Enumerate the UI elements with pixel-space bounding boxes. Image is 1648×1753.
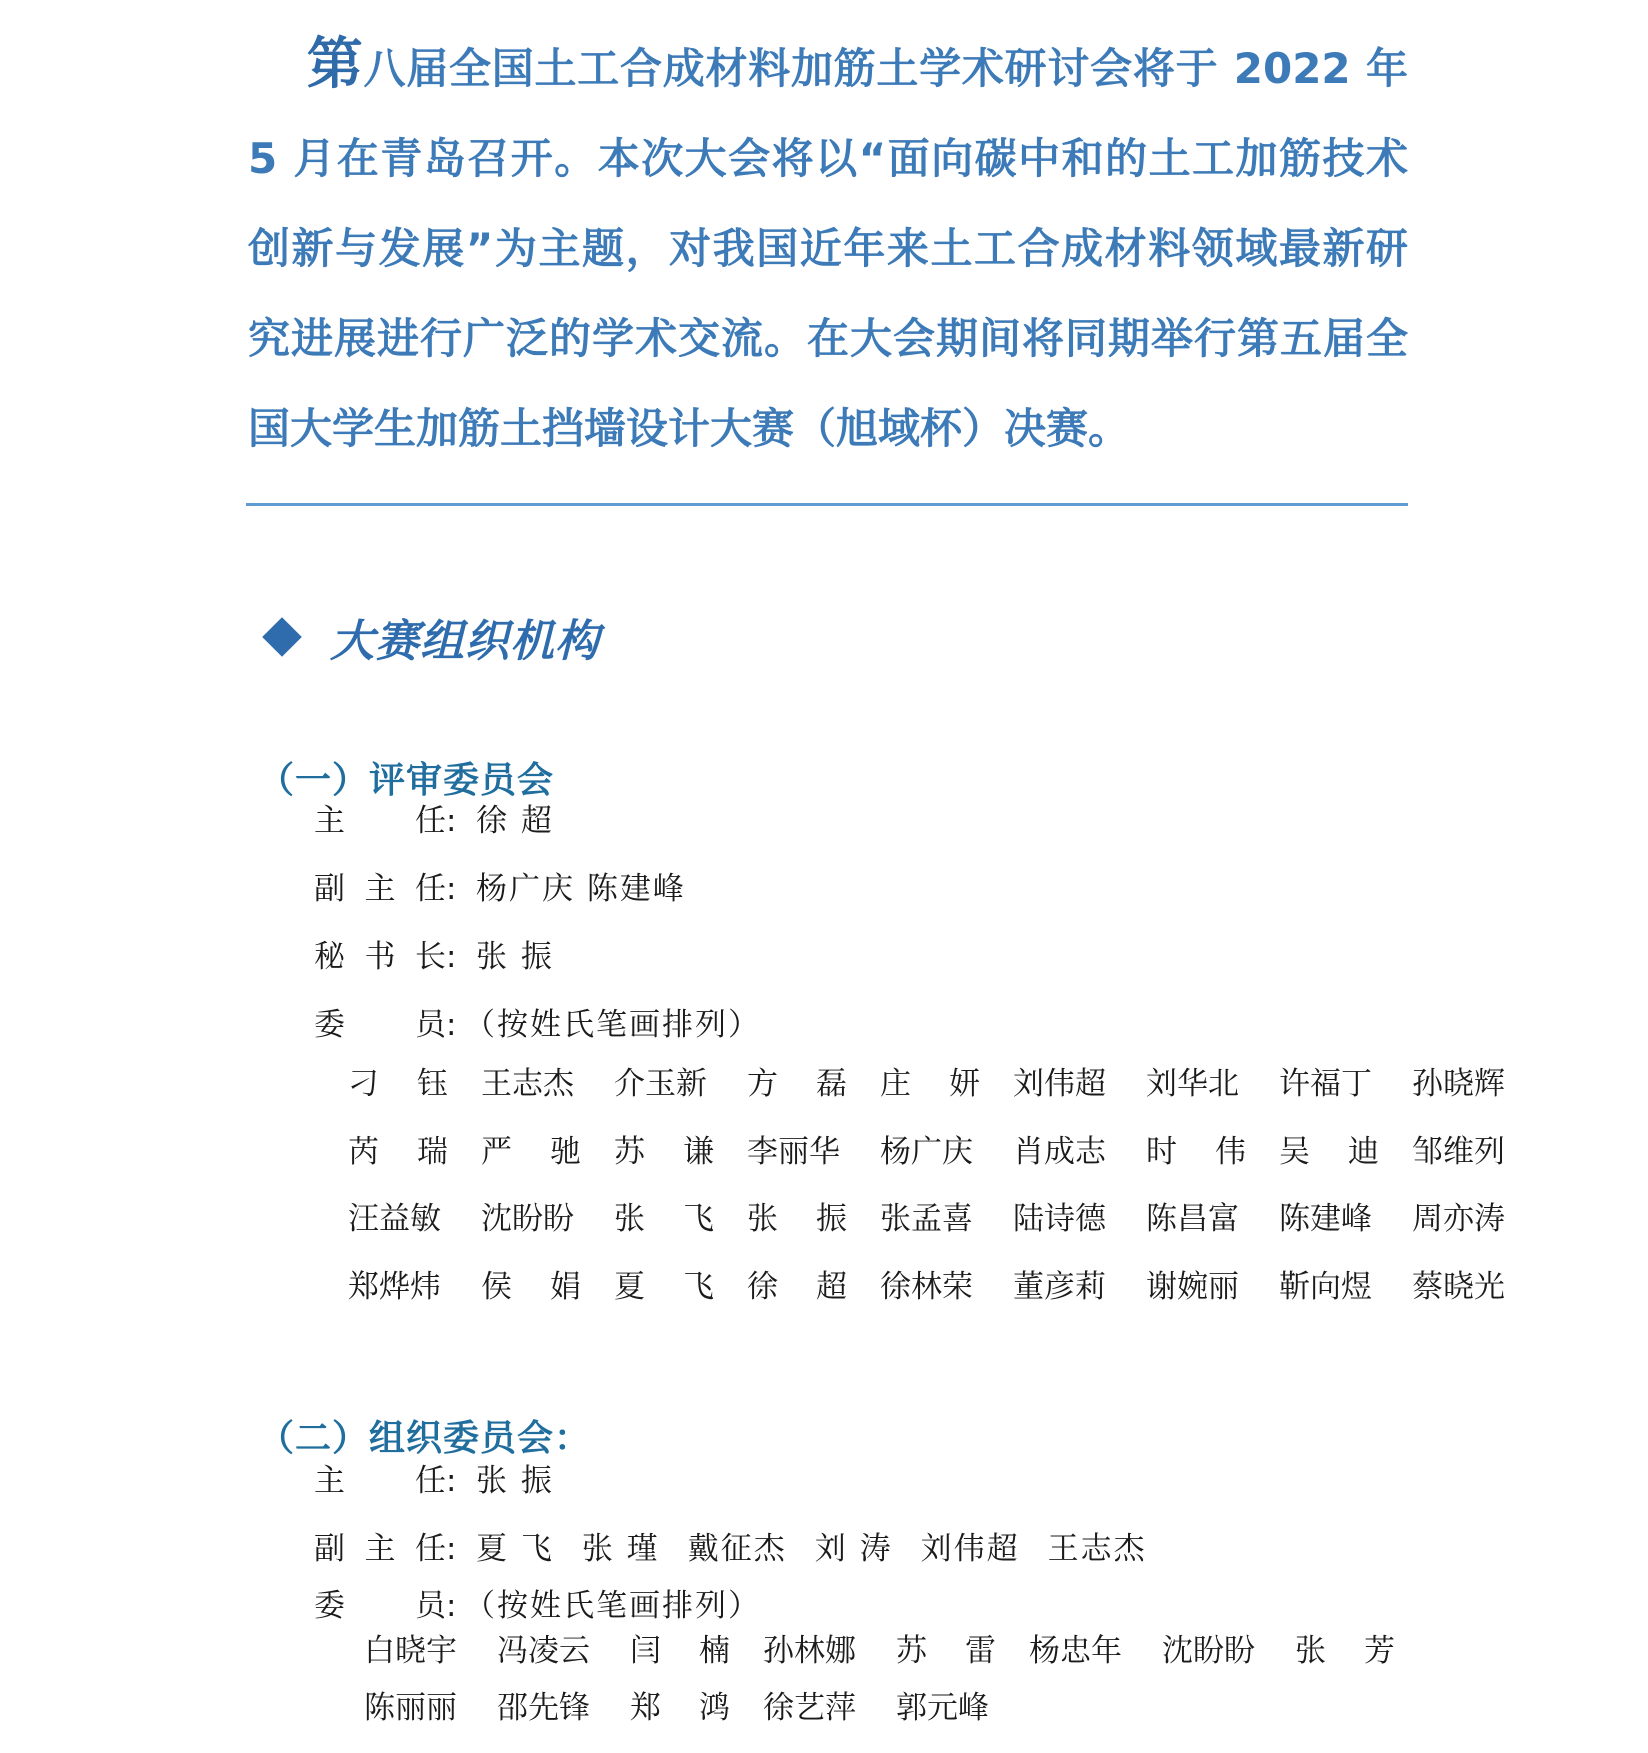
member-name: 肖成志: [1013, 1133, 1106, 1170]
member-name: [747, 1201, 880, 1269]
org-director-value: 张 振: [476, 1463, 554, 1499]
member-name: [747, 1066, 880, 1134]
org-deputy-name: 王志杰: [1047, 1531, 1147, 1567]
member-name-text: 张 芳: [1295, 1633, 1395, 1669]
org-deputy-row: [314, 1523, 1175, 1568]
member-name: [880, 1066, 1013, 1134]
intro-first-char: 第: [306, 32, 364, 97]
review-members-note: （按姓氏笔画排列）: [464, 1007, 761, 1043]
review-secretary-label: 秘书长: [314, 939, 446, 975]
org-members-row: [314, 1580, 761, 1625]
member-name-text: 吴 迪: [1279, 1133, 1379, 1170]
member-name: [630, 1690, 763, 1747]
member-name: 白晓宇: [364, 1633, 457, 1669]
colon: :: [446, 871, 457, 907]
member-name: [747, 1269, 880, 1337]
member-name-text: 郑 鸿: [630, 1690, 730, 1726]
member-name: [614, 1269, 747, 1337]
member-name-text: 侯 娟: [481, 1268, 581, 1305]
org-members-grid: [364, 1633, 1428, 1747]
member-name-text: 方 磊: [747, 1066, 847, 1102]
member-name: [481, 1269, 614, 1337]
member-name: [1279, 1134, 1412, 1202]
member-name: [614, 1134, 747, 1202]
section-title: 大赛组织机构: [330, 616, 600, 667]
org-deputy-list: [476, 1523, 1175, 1568]
section-heading: [262, 605, 600, 669]
org-deputy-label: 副主任: [314, 1531, 446, 1567]
member-name: [348, 1066, 481, 1134]
member-name-text: 庄 妍: [880, 1066, 980, 1102]
member-name: 蔡晓光: [1412, 1268, 1505, 1305]
member-name: 沈盼盼: [1162, 1633, 1255, 1669]
intro-paragraph: [248, 20, 1408, 474]
org-deputy-name: 戴征杰: [687, 1531, 787, 1567]
member-name: 郭元峰: [896, 1690, 989, 1726]
review-deputy-row: [314, 863, 686, 908]
member-name: 陆诗德: [1013, 1201, 1106, 1237]
member-name-text: 苏 雷: [896, 1633, 996, 1669]
member-name: [1295, 1633, 1428, 1690]
review-committee-title: （一）评审委员会: [258, 760, 555, 801]
colon: :: [446, 1007, 457, 1043]
member-name: [614, 1201, 747, 1269]
member-name: 靳向煜: [1279, 1268, 1372, 1305]
colon: :: [446, 1531, 457, 1567]
member-name: 邹维列: [1412, 1133, 1505, 1170]
org-committee-title: （二）组织委员会：: [258, 1418, 592, 1459]
member-name-text: 严 驰: [481, 1133, 581, 1170]
member-name: 董彦莉: [1013, 1268, 1106, 1305]
member-name: 谢婉丽: [1146, 1268, 1239, 1305]
member-name-text: 夏 飞: [614, 1268, 714, 1305]
org-members-label: 委员: [314, 1588, 446, 1624]
member-name: 周亦涛: [1412, 1201, 1505, 1237]
org-members-note: （按姓氏笔画排列）: [464, 1588, 761, 1624]
org-deputy-name: 张 瑾: [581, 1531, 660, 1567]
member-name-text: 张 振: [747, 1201, 847, 1237]
member-name-text: 张 飞: [614, 1201, 714, 1237]
colon: :: [446, 803, 457, 839]
colon: :: [446, 939, 457, 975]
member-name: 徐艺萍: [763, 1690, 856, 1726]
member-name: 冯凌云: [497, 1633, 590, 1669]
review-director-label: 主任: [314, 803, 446, 839]
member-name-text: 闫 楠: [630, 1633, 730, 1669]
member-name: 陈昌富: [1146, 1201, 1239, 1237]
member-name: 陈丽丽: [364, 1690, 457, 1726]
member-name: [1146, 1134, 1279, 1202]
colon: :: [446, 1463, 457, 1499]
review-secretary-row: [314, 931, 554, 976]
member-name: 刘伟超: [1013, 1066, 1106, 1102]
review-deputy-label: 副主任: [314, 871, 446, 907]
review-members-label: 委员: [314, 1007, 446, 1043]
member-name: 陈建峰: [1279, 1201, 1372, 1237]
member-name: 沈盼盼: [481, 1201, 574, 1237]
member-name: [896, 1633, 1029, 1690]
member-name: 李丽华: [747, 1133, 840, 1170]
member-name: 张孟喜: [880, 1201, 973, 1237]
member-name: 杨忠年: [1029, 1633, 1122, 1669]
member-name: 孙晓辉: [1412, 1066, 1505, 1102]
member-name-text: 芮 瑞: [348, 1133, 448, 1170]
member-name: 孙林娜: [763, 1633, 856, 1669]
member-name-text: 时 伟: [1146, 1133, 1246, 1170]
review-director-row: [314, 795, 554, 840]
colon: :: [446, 1588, 457, 1624]
org-director-label: 主任: [314, 1463, 446, 1499]
member-name-text: 刁 钰: [348, 1066, 448, 1102]
diamond-icon: [262, 617, 302, 657]
review-members-row: [314, 999, 761, 1044]
member-name: 刘华北: [1146, 1066, 1239, 1102]
member-name: 邵先锋: [497, 1690, 590, 1726]
review-members-grid: [348, 1066, 1545, 1336]
divider-line: [246, 503, 1408, 506]
org-deputy-name: 刘伟超: [920, 1531, 1020, 1567]
member-name: 许福丁: [1279, 1066, 1372, 1102]
org-director-row: [314, 1455, 554, 1500]
member-name-text: 徐 超: [747, 1268, 847, 1305]
review-director-value: 徐 超: [476, 803, 554, 839]
member-name: [348, 1134, 481, 1202]
member-name: 王志杰: [481, 1066, 574, 1102]
review-secretary-value: 张 振: [476, 939, 554, 975]
org-deputy-name: 夏 飞: [476, 1531, 554, 1567]
member-name: 杨广庆: [880, 1133, 973, 1170]
member-name: 汪益敏: [348, 1201, 441, 1237]
org-deputy-name: 刘 涛: [814, 1531, 893, 1567]
member-name: [481, 1134, 614, 1202]
member-name: 徐林荣: [880, 1268, 973, 1305]
review-deputy-value: 杨广庆 陈建峰: [476, 871, 686, 907]
intro-text: 八届全国土工合成材料加筋土学术研讨会将于 2022 年 5 月在青岛召开。本次大会将以“面向碳中和的土工加筋技术创新与发展”为主题，对我国近年来土工合成材料领域最新研究进展进行广泛的学术交流。在大会期间将同期举行第五届全国大学生加筋土挡墙设计大赛（旭域杯）决赛。: [248, 44, 1409, 453]
member-name: 郑烨炜: [348, 1268, 441, 1305]
member-name: [630, 1633, 763, 1690]
member-name-text: 苏 谦: [614, 1133, 714, 1170]
member-name: 介玉新: [614, 1066, 707, 1102]
